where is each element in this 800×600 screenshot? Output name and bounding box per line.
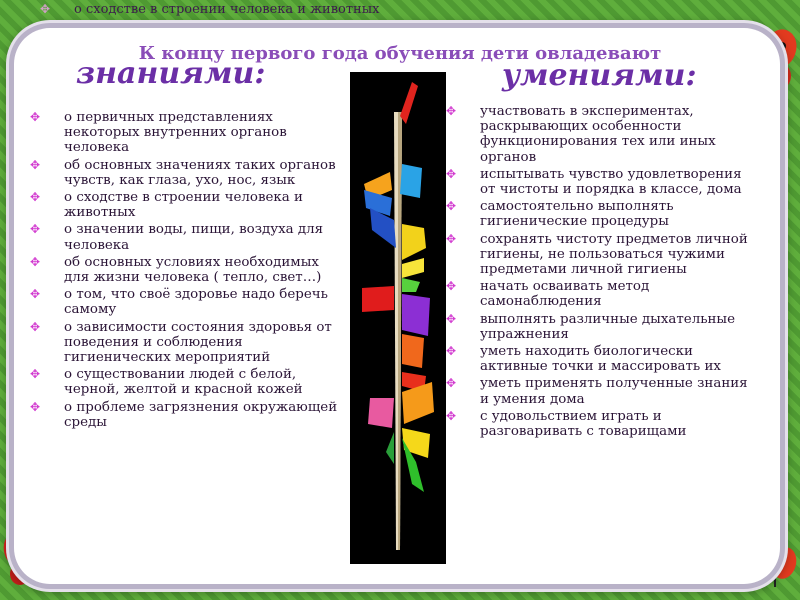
overflow-text-line: о сходстве в строении человека и животных bbox=[74, 2, 380, 17]
list-item-text: испытывать чувство удовлетворения от чистоты и порядка в классе, дома bbox=[480, 166, 742, 198]
list-item-text: о проблеме загрязнения окружающей среды bbox=[64, 399, 338, 430]
list-item bbox=[30, 400, 348, 430]
list-item-text: с удовольствием играть и разговаривать с товарищами bbox=[480, 408, 687, 440]
diamond-bullet-icon: ✥ bbox=[40, 2, 51, 16]
diamond-bullet-icon: ✥ bbox=[446, 166, 457, 181]
list-item-text: о сходстве в строении человека и животных bbox=[64, 190, 303, 221]
list-item bbox=[446, 409, 748, 439]
list-item bbox=[446, 199, 748, 229]
list-item-text: о существовании людей с белой, черной, желтой и красной кожей bbox=[64, 367, 303, 398]
list-item-text: начать осваивать метод самонаблюдения bbox=[480, 279, 650, 310]
list-item bbox=[30, 320, 348, 366]
list-item bbox=[30, 255, 348, 285]
list-item-text: о значении воды, пищи, воздуха для человека bbox=[64, 222, 324, 253]
list-item-text: участвовать в экспериментах, раскрывающих особенности функционирования тех или иных органов bbox=[480, 104, 716, 165]
list-item-text: выполнять различные дыхательные упражнения bbox=[480, 311, 735, 342]
diamond-bullet-icon: ✥ bbox=[446, 311, 457, 326]
diamond-bullet-icon: ✥ bbox=[30, 254, 41, 269]
diamond-bullet-icon: ✥ bbox=[30, 222, 41, 237]
diamond-bullet-icon: ✥ bbox=[30, 399, 41, 414]
list-item-text: о зависимости состояния здоровья от поведения и соблюдения гигиенических мероприятий bbox=[64, 319, 332, 366]
list-item bbox=[30, 158, 348, 188]
signpost-illustration bbox=[350, 72, 446, 564]
knowledge-list bbox=[30, 110, 348, 432]
list-item bbox=[446, 344, 748, 374]
knowledge-heading: знаниями: bbox=[76, 56, 266, 91]
diamond-bullet-icon: ✥ bbox=[30, 190, 41, 205]
list-item bbox=[446, 279, 748, 309]
list-item bbox=[30, 222, 348, 252]
list-item-text: о том, что своё здоровье надо беречь самому bbox=[64, 287, 328, 318]
background-overflow-text bbox=[0, 0, 800, 30]
list-item-text: о первичных представлениях некоторых внутренних органов человека bbox=[64, 110, 287, 156]
list-item-text: самостоятельно выполнять гигиенические процедуры bbox=[480, 199, 674, 230]
skills-list bbox=[446, 104, 748, 441]
list-item bbox=[446, 104, 748, 165]
list-item bbox=[446, 232, 748, 278]
list-item bbox=[446, 167, 748, 197]
diamond-bullet-icon: ✥ bbox=[30, 367, 41, 382]
list-item bbox=[30, 367, 348, 397]
diamond-bullet-icon: ✥ bbox=[446, 376, 457, 391]
list-item bbox=[30, 190, 348, 220]
list-item-text: уметь находить биологически активные точки и массировать их bbox=[480, 344, 721, 375]
list-item-text: сохранять чистоту предметов личной гигиены, не пользоваться чужими предметами личной гигиены bbox=[480, 231, 748, 278]
list-item-text: об основных значениях таких органов чувств, как глаза, ухо, нос, язык bbox=[64, 157, 336, 188]
list-item-text: уметь применять полученные знания и умения дома bbox=[480, 376, 748, 407]
diamond-bullet-icon: ✥ bbox=[446, 231, 457, 246]
page-title: К концу первого года обучения дети овладевают bbox=[138, 43, 662, 64]
diamond-bullet-icon: ✥ bbox=[446, 344, 457, 359]
list-item bbox=[446, 312, 748, 342]
diamond-bullet-icon: ✥ bbox=[446, 199, 457, 214]
diamond-bullet-icon: ✥ bbox=[446, 279, 457, 294]
diamond-bullet-icon: ✥ bbox=[446, 408, 457, 423]
diamond-bullet-icon: ✥ bbox=[30, 287, 41, 302]
skills-heading: умениями: bbox=[502, 58, 697, 93]
list-item bbox=[30, 287, 348, 317]
diamond-bullet-icon: ✥ bbox=[30, 319, 41, 334]
list-item bbox=[446, 376, 748, 406]
signpost-image bbox=[350, 72, 446, 564]
diamond-bullet-icon: ✥ bbox=[446, 104, 457, 118]
list-item-text: об основных условиях необходимых для жизни человека ( тепло, свет…) bbox=[64, 254, 322, 286]
diamond-bullet-icon: ✥ bbox=[30, 157, 41, 172]
list-item bbox=[30, 110, 348, 156]
diamond-bullet-icon: ✥ bbox=[30, 110, 41, 124]
